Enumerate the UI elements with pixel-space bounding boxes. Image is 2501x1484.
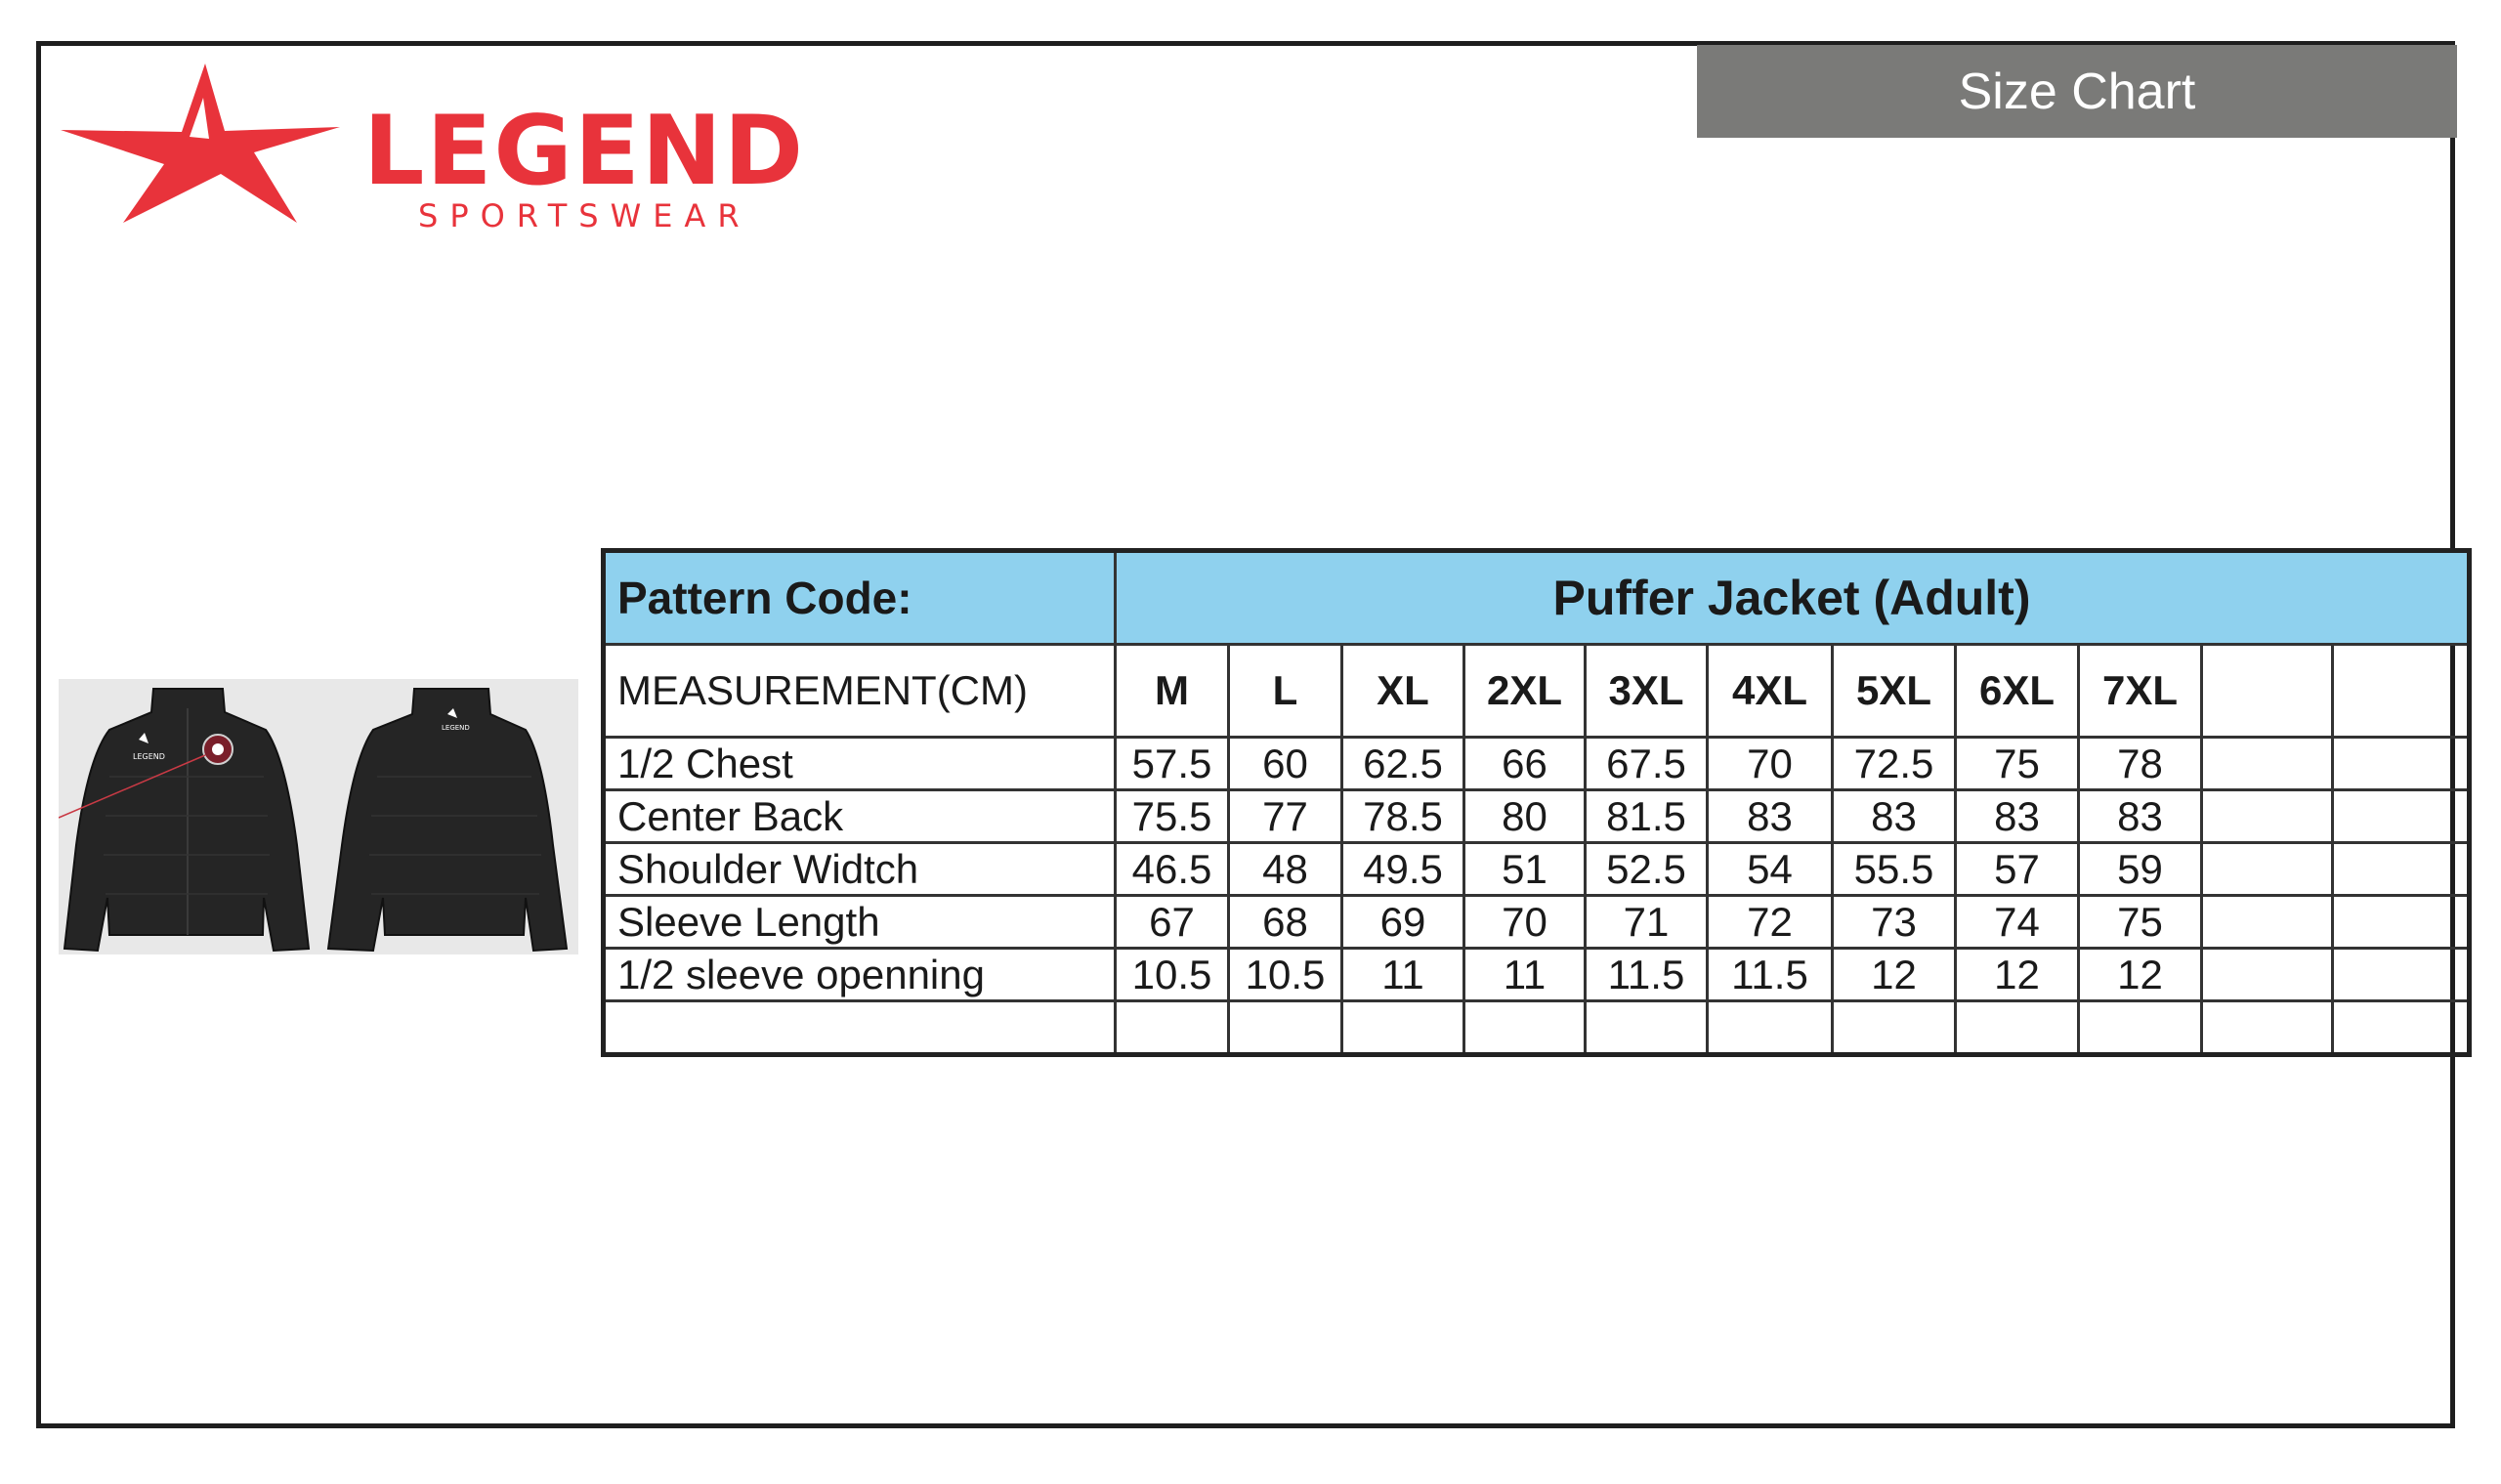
measurement-cell: 49.5 — [1342, 843, 1464, 896]
measurement-cell: 52.5 — [1586, 843, 1708, 896]
size-header: 3XL — [1586, 645, 1708, 738]
row-label: 1/2 Chest — [604, 738, 1116, 790]
measurement-cell: 83 — [1833, 790, 1956, 843]
measurement-cell: 74 — [1956, 896, 2079, 949]
size-chart-table — [601, 548, 2472, 1057]
size-header: XL — [1342, 645, 1464, 738]
size-chart-label: Size Chart — [1958, 63, 2196, 120]
measurement-cell: 59 — [2079, 843, 2202, 896]
measurement-cell: 70 — [1464, 896, 1586, 949]
table-row — [604, 790, 2470, 843]
row-label: Sleeve Length — [604, 896, 1116, 949]
jacket-illustration — [59, 679, 578, 954]
measurement-cell: 71 — [1586, 896, 1708, 949]
table-row — [604, 738, 2470, 790]
size-header — [2202, 645, 2333, 738]
measurement-cell: 83 — [2079, 790, 2202, 843]
measurement-cell: 54 — [1708, 843, 1833, 896]
measurement-cell: 81.5 — [1586, 790, 1708, 843]
measurement-cell: 75 — [2079, 896, 2202, 949]
measurement-cell: 48 — [1229, 843, 1342, 896]
measurement-cell: 60 — [1229, 738, 1342, 790]
measurement-cell: 77 — [1229, 790, 1342, 843]
pattern-code-label: Pattern Code: — [604, 551, 1116, 645]
measurement-cell: 83 — [1708, 790, 1833, 843]
measurement-cell — [1342, 1001, 1464, 1055]
size-header: 5XL — [1833, 645, 1956, 738]
measurement-cell: 83 — [1956, 790, 2079, 843]
measurement-cell: 11.5 — [1586, 949, 1708, 1001]
measurement-cell — [2202, 790, 2333, 843]
measurement-cell — [2333, 843, 2470, 896]
size-header — [2333, 645, 2470, 738]
size-header: 4XL — [1708, 645, 1833, 738]
measurement-cell: 72 — [1708, 896, 1833, 949]
measurement-cell: 10.5 — [1116, 949, 1229, 1001]
measurement-cell — [1586, 1001, 1708, 1055]
measurement-cell: 78 — [2079, 738, 2202, 790]
size-header-row — [604, 645, 2470, 738]
measurement-cell — [2333, 790, 2470, 843]
measurement-cell — [1956, 1001, 2079, 1055]
measurement-cell — [2202, 1001, 2333, 1055]
row-label: Center Back — [604, 790, 1116, 843]
measurement-cell — [1116, 1001, 1229, 1055]
measurement-cell: 67 — [1116, 896, 1229, 949]
measurement-cell — [2202, 949, 2333, 1001]
measurement-cell: 12 — [2079, 949, 2202, 1001]
measurement-cell — [1464, 1001, 1586, 1055]
measurement-cell: 46.5 — [1116, 843, 1229, 896]
measurement-cell: 11 — [1342, 949, 1464, 1001]
measurement-rows — [604, 738, 2470, 1055]
table-row — [604, 949, 2470, 1001]
logo-wordmark: LEGEND — [363, 96, 806, 207]
measurement-cell: 57 — [1956, 843, 2079, 896]
size-header: L — [1229, 645, 1342, 738]
row-label: Shoulder Widtch — [604, 843, 1116, 896]
measurement-cell: 69 — [1342, 896, 1464, 949]
measurement-cell: 75.5 — [1116, 790, 1229, 843]
measurement-cell — [2202, 896, 2333, 949]
row-label: 1/2 sleeve openning — [604, 949, 1116, 1001]
measurement-cell: 11.5 — [1708, 949, 1833, 1001]
table-title-row — [604, 551, 2470, 645]
measurement-cell — [2202, 738, 2333, 790]
measurement-cell: 62.5 — [1342, 738, 1464, 790]
measurement-cell: 78.5 — [1342, 790, 1464, 843]
size-header: 6XL — [1956, 645, 2079, 738]
measurement-cell — [1708, 1001, 1833, 1055]
size-header: M — [1116, 645, 1229, 738]
measurement-cell: 80 — [1464, 790, 1586, 843]
measurement-cell — [2333, 1001, 2470, 1055]
size-header: 2XL — [1464, 645, 1586, 738]
measurement-cell: 75 — [1956, 738, 2079, 790]
svg-text:LEGEND: LEGEND — [442, 724, 470, 732]
measurement-cell — [2333, 949, 2470, 1001]
measurement-cell: 10.5 — [1229, 949, 1342, 1001]
measurement-cell: 72.5 — [1833, 738, 1956, 790]
measurement-cell: 68 — [1229, 896, 1342, 949]
measurement-cell — [2079, 1001, 2202, 1055]
table-row — [604, 843, 2470, 896]
measurement-cell: 12 — [1956, 949, 2079, 1001]
measurement-cell: 12 — [1833, 949, 1956, 1001]
size-header: 7XL — [2079, 645, 2202, 738]
measurement-cell — [2333, 738, 2470, 790]
measurement-label: MEASUREMENT(CM) — [604, 645, 1116, 738]
measurement-cell: 67.5 — [1586, 738, 1708, 790]
size-chart-tab — [1697, 45, 2457, 138]
row-label — [604, 1001, 1116, 1055]
measurement-cell: 57.5 — [1116, 738, 1229, 790]
measurement-cell: 73 — [1833, 896, 1956, 949]
measurement-cell — [1833, 1001, 1956, 1055]
logo-tagline: SPORTSWEAR — [418, 197, 751, 234]
table-row — [604, 1001, 2470, 1055]
legend-logo — [59, 59, 860, 234]
table-row — [604, 896, 2470, 949]
measurement-cell: 55.5 — [1833, 843, 1956, 896]
measurement-cell — [1229, 1001, 1342, 1055]
measurement-cell — [2202, 843, 2333, 896]
measurement-cell: 70 — [1708, 738, 1833, 790]
measurement-cell: 11 — [1464, 949, 1586, 1001]
product-title: Puffer Jacket (Adult) — [1116, 551, 2470, 645]
svg-text:LEGEND: LEGEND — [133, 752, 165, 761]
logo-star-icon — [61, 64, 340, 223]
measurement-cell: 51 — [1464, 843, 1586, 896]
measurement-cell: 66 — [1464, 738, 1586, 790]
measurement-cell — [2333, 896, 2470, 949]
